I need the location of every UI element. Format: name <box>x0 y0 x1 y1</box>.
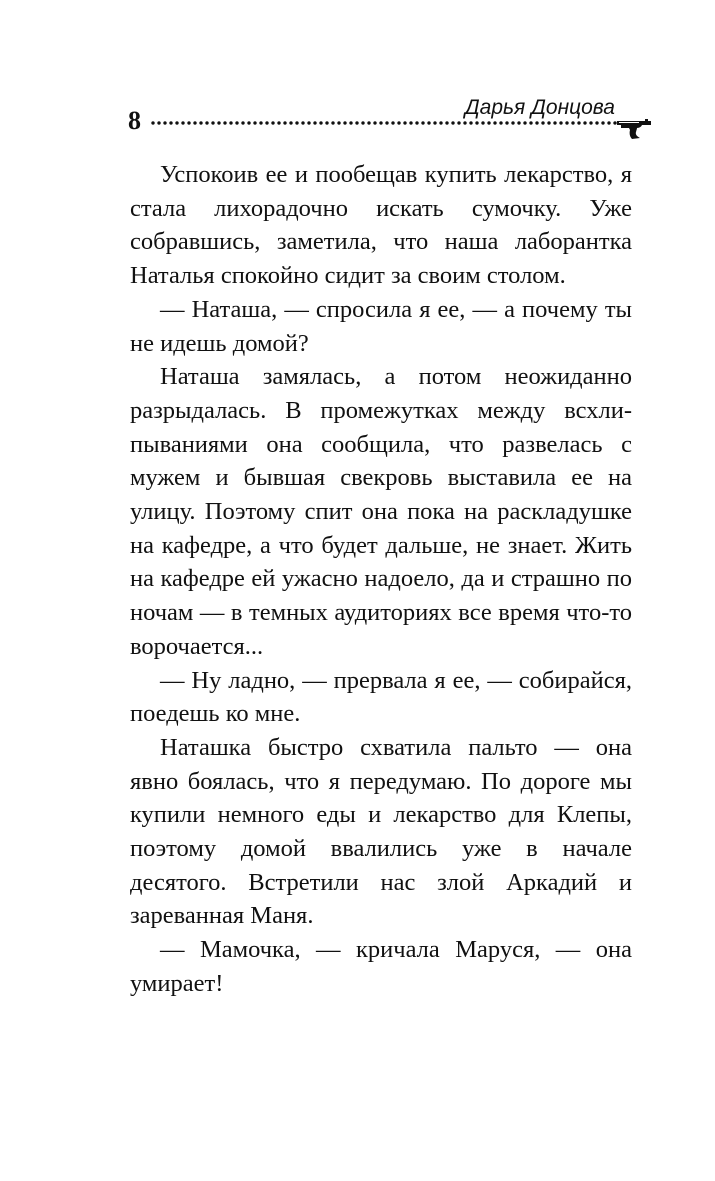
paragraph: — Мамочка, — кричала Маруся, — она умирает! <box>130 936 632 997</box>
running-header <box>128 96 653 140</box>
page-number: 8 <box>128 106 141 135</box>
paragraph: — Наташа, — спросила я ее, — а почему ты не идешь домой? <box>130 295 632 357</box>
author-name: Дарья Донцова <box>464 96 615 119</box>
dotted-leader <box>150 120 628 126</box>
paragraph: Успокоив ее и пообещав купить лекарство, я стала лихорадочно искать сумочку. Уже собравшись, заметила, что наша лаборантка Наталья спокойно сидит за своим столом. <box>130 161 632 290</box>
body-text <box>130 158 632 1001</box>
revolver-icon <box>615 118 653 140</box>
paragraph: — Ну ладно, — прервала я ее, — собирайся, поедешь ко мне. <box>130 666 632 728</box>
paragraph: Наташа замялась, а потом неожиданно разрыдалась. В промежутках между всхлипываниями она сообщила, что развелась с мужем и бывшая свекровь выставила ее на улицу. Поэтому спит она пока на раскладушке на кафедре, а что будет дальше, не знает. Жить на кафедре ей ужасно надоело, да и страшно по ночам — в темных аудиториях все время что-то ворочается... <box>130 363 632 660</box>
paragraph: Наташка быстро схватила пальто — она явно боялась, что я передумаю. По дороге мы купили немного еды и лекарство для Клепы, поэтому домой ввалились уже в начале десятого. Встретили нас злой Аркадий и зареванная Маня. <box>130 733 632 930</box>
